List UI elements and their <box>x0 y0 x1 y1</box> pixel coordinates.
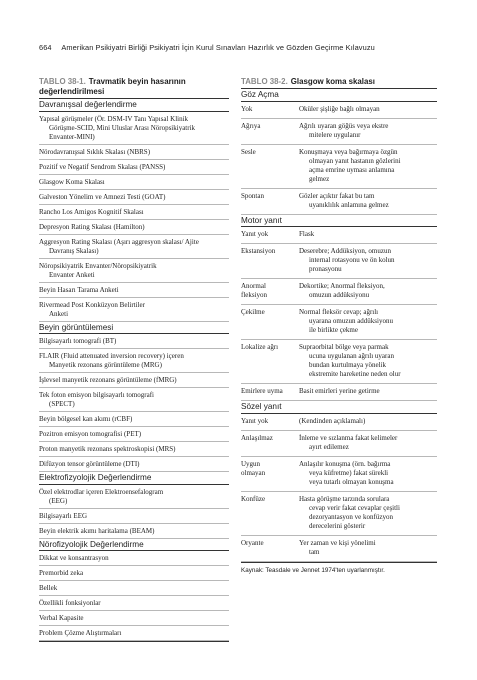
item-line: Beyin elektrik akımı haritalama (BEAM) <box>39 526 155 535</box>
value-line: cevap verir fakat cevaplar çeşitli <box>309 503 400 512</box>
row-value <box>299 434 437 452</box>
table-row <box>241 305 437 340</box>
row-key <box>241 105 299 114</box>
value-line: uyarana omuzun addüksiyonu <box>309 317 393 325</box>
list-item <box>39 485 229 509</box>
row-key <box>241 148 299 184</box>
value-line: Ağrılı uyaran göğüs veya ekstre <box>299 121 389 130</box>
row-value <box>299 417 437 426</box>
value-line: bundan kurtulmaya yönelik <box>309 361 386 369</box>
value-line: Deserebre; Addüksiyon, omuzun <box>299 247 391 255</box>
item-line: Nörodavranışsal Sıklık Skalası (NBRS) <box>39 147 151 156</box>
key-line: fleksiyon <box>241 291 268 299</box>
list-item <box>39 175 229 190</box>
item-line: İşlevsel manyetik rezonans görüntüleme (fMRG) <box>39 376 177 384</box>
table-38-1 <box>39 77 229 642</box>
key-line: Çekilme <box>241 308 265 316</box>
value-line: Konuşmaya veya bağırmaya özgün <box>299 147 398 156</box>
item-line: FLAIR (Fluid attenuated inversion recovery) içeren <box>39 352 184 360</box>
item-line: Manyetik rezonans görüntüleme (MRG) <box>49 361 162 369</box>
row-key <box>241 192 299 210</box>
table-title: Travmatik beyin hasarının değerlendirilmesi <box>39 77 186 96</box>
key-line: Yok <box>241 104 253 113</box>
item-line: Görüşme-SCID, Mini Uluslar Arası Nöropsikiyatrik <box>49 123 196 132</box>
table-row <box>241 279 437 305</box>
key-line: Ağrıya <box>241 121 261 130</box>
item-line: Dikkat ve konsantrasyon <box>39 554 109 562</box>
list-item <box>39 509 229 524</box>
key-line: Emirlere uyma <box>241 387 283 395</box>
row-key <box>241 434 299 452</box>
item-line: Envanter-MINI) <box>49 132 95 141</box>
item-line: Difüzyon tensor görüntüleme (DTI) <box>39 460 140 468</box>
row-value <box>299 460 437 487</box>
item-line: Depresyon Rating Skalası (Hamilton) <box>39 222 145 231</box>
value-line: Anlaşılır konuşma (örn. bağırma <box>299 459 391 468</box>
row-value <box>299 247 437 274</box>
value-line: uyanıklılık anlamına gelmez <box>309 200 389 209</box>
row-value <box>299 495 437 531</box>
row-value <box>299 282 437 300</box>
table-row <box>241 384 437 401</box>
list-item <box>39 551 229 566</box>
value-line: Supraorbital bölge veya parmak <box>299 343 389 351</box>
table-row <box>241 431 437 457</box>
row-value <box>299 230 437 239</box>
item-line: Özellikli fonksiyonlar <box>39 599 101 607</box>
list-item <box>39 298 229 322</box>
section-heading: Beyin görüntülemesi <box>39 322 229 335</box>
table-label: TABLO 38-1. <box>39 77 86 86</box>
section-heading: Elektrofizyolojik Değerlendirme <box>39 472 229 485</box>
value-line: pronasyonu <box>309 265 342 273</box>
value-line: İnleme ve sızlanma fakat kelimeler <box>299 433 398 442</box>
row-value <box>299 343 437 379</box>
item-line: Galveston Yönelim ve Amnezi Testi (GOAT) <box>39 192 166 201</box>
table-body <box>39 99 229 641</box>
row-value <box>299 148 437 184</box>
list-item <box>39 566 229 581</box>
section-heading: Sözel yanıt <box>241 401 437 414</box>
key-line: Sesle <box>241 147 256 156</box>
item-line: Pozitif ve Negatif Sendrom Skalası (PANSS) <box>39 162 166 171</box>
item-line: Nöropsikiyatrik Envanter/Nöropsikiyatrik <box>39 261 157 270</box>
list-item <box>39 373 229 388</box>
row-value <box>299 387 437 396</box>
item-line: Pozitron emisyon tomografisi (PET) <box>39 430 142 438</box>
row-key <box>241 308 299 335</box>
row-value <box>299 105 437 114</box>
table-end-rule <box>39 641 229 642</box>
list-item <box>39 524 229 539</box>
table-title: Glasgow koma skalası <box>290 77 375 86</box>
value-line: veya tutarlı olmayan konuşma <box>309 477 394 486</box>
list-item <box>39 626 229 641</box>
key-line: Ekstansiyon <box>241 247 276 255</box>
item-line: Rancho Los Amigos Kognitif Skalası <box>39 207 144 216</box>
value-line: Yer zaman ve kişi yönelimi <box>299 538 376 547</box>
item-line: (EEG) <box>49 496 68 505</box>
value-line: internal rotasyonu ve ön kolun <box>309 256 395 264</box>
value-line: Gözler açıktır fakat bu tam <box>299 191 375 200</box>
value-line: ile birlikte çekme <box>309 326 358 334</box>
row-key <box>241 122 299 140</box>
value-line: açma emrine uyması anlamına <box>309 165 395 174</box>
item-line: Beyin Hasarı Tarama Anketi <box>39 285 119 294</box>
value-line: veya küfretme) fakat sürekli <box>309 468 389 477</box>
row-value <box>299 539 437 557</box>
key-line: Uygun <box>241 459 261 468</box>
row-key <box>241 387 299 396</box>
value-line: ekstremite hareketine neden olur <box>309 370 401 378</box>
running-header <box>39 43 439 52</box>
section-heading: Davranışsal değerlendirme <box>39 99 229 112</box>
row-key <box>241 495 299 531</box>
running-title: Amerikan Psikiyatri Birliği Psikiyatri İçin Kurul Sınavları Hazırlık ve Gözden Geçirme Kılavuzu <box>61 43 375 52</box>
value-line: omuzun addüksiyonu <box>309 291 370 299</box>
list-item <box>39 457 229 472</box>
value-line: gelmez <box>309 174 330 183</box>
item-line: Anketi <box>49 309 69 318</box>
list-item <box>39 611 229 626</box>
item-line: Rivermead Post Konküzyon Belirtiler <box>39 300 145 309</box>
value-line: Basit emirleri yerine getirme <box>299 387 380 395</box>
list-item <box>39 220 229 235</box>
table-caption <box>39 77 229 99</box>
key-line: olmayan <box>241 468 266 477</box>
table-row <box>241 102 437 119</box>
section-heading: Motor yanıt <box>241 215 437 228</box>
key-line: Yanıt yok <box>241 230 269 238</box>
item-line: Glasgow Koma Skalası <box>39 177 105 186</box>
list-item <box>39 190 229 205</box>
list-item <box>39 427 229 442</box>
list-item <box>39 349 229 373</box>
row-key <box>241 230 299 239</box>
table-row <box>241 536 437 562</box>
list-item <box>39 205 229 220</box>
item-line: Problem Çözme Alıştırmaları <box>39 629 122 637</box>
item-line: Beyin bölgesel kan akımı (rCBF) <box>39 415 133 423</box>
table-row <box>241 189 437 215</box>
page-number: 664 <box>39 43 52 52</box>
row-key <box>241 417 299 426</box>
key-line: Lokalize ağrı <box>241 343 279 351</box>
list-item <box>39 160 229 175</box>
row-value <box>299 122 437 140</box>
table-label: TABLO 38-2. <box>241 77 288 86</box>
value-line: derecelerini gösterir <box>309 521 366 530</box>
key-line: Spontan <box>241 191 264 200</box>
item-line: Premorbid zeka <box>39 569 84 577</box>
table-row <box>241 492 437 536</box>
list-item <box>39 145 229 160</box>
value-line: ucuna uygulanan ağrılı uyaran <box>309 352 394 360</box>
list-item <box>39 388 229 412</box>
key-line: Oryante <box>241 538 264 547</box>
table-row <box>241 227 437 244</box>
table-38-2 <box>241 77 437 574</box>
value-line: mitelere uygulanır <box>309 130 361 139</box>
value-line: dezoryantasyon ve konfüzyon <box>309 512 393 521</box>
table-row <box>241 414 437 431</box>
value-line: Flask <box>299 230 315 238</box>
row-key <box>241 247 299 274</box>
value-line: (Kendinden açıklamalı) <box>299 416 366 425</box>
item-line: Proton manyetik rezonans spektroskopisi (MRS) <box>39 445 176 453</box>
row-key <box>241 539 299 557</box>
value-line: tam <box>309 547 320 556</box>
row-key <box>241 343 299 379</box>
section-heading: Nörofizyolojik Değerlendirme <box>39 539 229 552</box>
row-key <box>241 460 299 487</box>
item-line: Verbal Kapasite <box>39 614 84 622</box>
item-line: Davranış Skalası) <box>49 246 99 255</box>
table-row <box>241 340 437 384</box>
table-row <box>241 119 437 145</box>
row-key <box>241 282 299 300</box>
item-line: Aggresyon Rating Skalası (Aşırı aggresyon skalası/ Ajite <box>39 237 199 246</box>
key-line: Anlaşılmaz <box>241 433 273 442</box>
list-item <box>39 442 229 457</box>
list-item <box>39 412 229 427</box>
value-line: olmayan yanıt hastanın gözlerini <box>309 156 401 165</box>
table-row <box>241 145 437 189</box>
row-value <box>299 308 437 335</box>
list-item <box>39 283 229 298</box>
table-row <box>241 244 437 279</box>
key-line: Anormal <box>241 282 266 290</box>
table-body <box>241 89 437 562</box>
list-item <box>39 596 229 611</box>
item-line: Özel elektrodlar içeren Elektroensefalogram <box>39 487 164 496</box>
table-row <box>241 457 437 492</box>
row-value <box>299 192 437 210</box>
value-line: Oküler şişliğe bağlı olmayan <box>299 104 380 113</box>
table-source-note: Kaynak: Teasdale ve Jennet 1974'ten uyarlanmıştır. <box>241 566 385 574</box>
item-line: Yapısal görüşmeler (Ör. DSM-IV Tanı Yapısal Klinik <box>39 114 189 123</box>
list-item <box>39 235 229 259</box>
item-line: Envanter Anketi <box>49 270 95 279</box>
list-item <box>39 112 229 145</box>
list-item <box>39 259 229 283</box>
value-line: Dekortike; Anormal fleksiyon, <box>299 282 385 290</box>
list-item <box>39 334 229 349</box>
value-line: Hasta görüşme tarzında sorulara <box>299 494 390 503</box>
table-caption <box>241 77 437 89</box>
section-heading: Göz Açma <box>241 89 437 102</box>
item-line: Tek foton emisyon bilgisayarlı tomografi <box>39 391 154 399</box>
value-line: Normal fleksör cevap; ağrılı <box>299 308 379 316</box>
item-line: (SPECT) <box>49 400 75 408</box>
item-line: Bilgisayarlı tomografi (BT) <box>39 337 117 345</box>
item-line: Bilgisayarlı EEG <box>39 511 88 520</box>
list-item <box>39 581 229 596</box>
value-line: ayırt edilemez <box>309 442 349 451</box>
key-line: Konfüze <box>241 494 266 503</box>
key-line: Yanıt yok <box>241 416 269 425</box>
item-line: Bellek <box>39 584 58 592</box>
